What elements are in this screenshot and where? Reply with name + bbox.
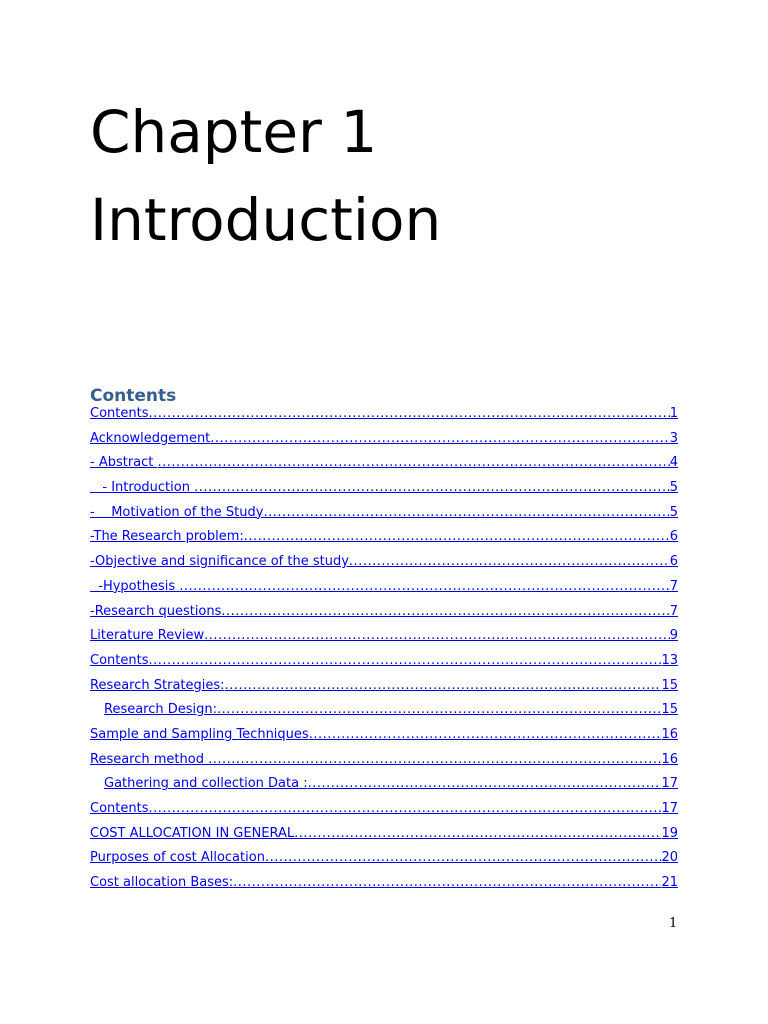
toc-entry-page-number: 19 bbox=[661, 825, 678, 841]
toc-entry-label: - Introduction bbox=[90, 480, 195, 496]
toc-entry-label: Contents bbox=[90, 652, 149, 668]
toc-entry-page-number: 16 bbox=[661, 726, 678, 742]
toc-entry-label: Literature Review bbox=[90, 628, 205, 644]
toc-entry-page-number: 5 bbox=[669, 480, 678, 496]
toc-entry-link[interactable] bbox=[90, 480, 678, 505]
toc-dot-leader bbox=[217, 702, 661, 717]
toc-entry-label: Purposes of cost Allocation bbox=[90, 850, 265, 866]
toc-entry-label: Acknowledgement bbox=[90, 430, 211, 446]
toc-dot-leader bbox=[309, 727, 662, 742]
table-of-contents bbox=[90, 406, 678, 900]
toc-dot-leader bbox=[148, 406, 669, 421]
toc-dot-leader bbox=[204, 628, 670, 643]
toc-entry-page-number: 6 bbox=[669, 529, 678, 545]
toc-dot-leader bbox=[194, 480, 670, 495]
toc-entry-page-number: 15 bbox=[661, 702, 678, 718]
toc-entry-link[interactable] bbox=[90, 653, 678, 678]
toc-entry-link[interactable] bbox=[90, 875, 678, 900]
toc-dot-leader bbox=[210, 431, 669, 446]
toc-entry-link[interactable] bbox=[90, 678, 678, 703]
toc-dot-leader bbox=[221, 604, 669, 619]
toc-dot-leader bbox=[233, 875, 661, 890]
toc-dot-leader bbox=[148, 653, 661, 668]
page-number: 1 bbox=[669, 916, 678, 931]
toc-entry-page-number: 9 bbox=[669, 628, 678, 644]
toc-dot-leader bbox=[158, 455, 670, 470]
toc-dot-leader bbox=[263, 505, 669, 520]
toc-dot-leader bbox=[208, 752, 661, 767]
toc-entry-label: -Research questions bbox=[90, 603, 222, 619]
toc-entry-link[interactable] bbox=[90, 801, 678, 826]
toc-entry-link[interactable] bbox=[90, 604, 678, 629]
toc-entry-label: - Abstract bbox=[90, 455, 158, 471]
toc-entry-page-number: 13 bbox=[661, 652, 678, 668]
toc-entry-label: Cost allocation Bases: bbox=[90, 875, 234, 891]
toc-entry-link[interactable] bbox=[90, 554, 678, 579]
toc-dot-leader bbox=[179, 579, 669, 594]
toc-entry-label: -Hypothesis bbox=[90, 578, 180, 594]
chapter-number-line: Chapter 1 bbox=[90, 98, 378, 166]
toc-entry-page-number: 1 bbox=[669, 406, 678, 421]
toc-entry-page-number: 15 bbox=[661, 677, 678, 693]
toc-entry-label: Research Strategies: bbox=[90, 677, 225, 693]
toc-entry-page-number: 7 bbox=[669, 603, 678, 619]
toc-entry-label: Research method bbox=[90, 751, 209, 767]
toc-entry-label: - Motivation of the Study bbox=[90, 504, 264, 520]
toc-entry-link[interactable] bbox=[90, 826, 678, 851]
chapter-name-line: Introduction bbox=[90, 186, 442, 254]
toc-entry-label: Research Design: bbox=[104, 702, 218, 718]
toc-entry-link[interactable] bbox=[90, 727, 678, 752]
toc-entry-link[interactable] bbox=[90, 505, 678, 530]
toc-entry-page-number: 21 bbox=[661, 875, 678, 891]
toc-heading: Contents bbox=[90, 386, 177, 406]
toc-entry-link[interactable] bbox=[90, 850, 678, 875]
toc-entry-page-number: 16 bbox=[661, 751, 678, 767]
toc-entry-link[interactable] bbox=[90, 431, 678, 456]
toc-entry-label: COST ALLOCATION IN GENERAL bbox=[90, 825, 295, 841]
toc-dot-leader bbox=[294, 826, 661, 841]
toc-entry-page-number: 5 bbox=[669, 504, 678, 520]
toc-entry-page-number: 17 bbox=[661, 776, 678, 792]
toc-entry-link[interactable] bbox=[90, 579, 678, 604]
toc-entry-label: -The Research problem: bbox=[90, 529, 244, 545]
toc-entry-page-number: 6 bbox=[669, 554, 678, 570]
toc-entry-link[interactable] bbox=[90, 529, 678, 554]
toc-dot-leader bbox=[265, 850, 662, 865]
toc-entry-page-number: 3 bbox=[669, 430, 678, 446]
toc-dot-leader bbox=[244, 529, 670, 544]
toc-entry-page-number: 17 bbox=[661, 801, 678, 816]
toc-entry-link[interactable] bbox=[90, 455, 678, 480]
toc-entry-label: Contents bbox=[90, 801, 149, 816]
toc-entry-label: -Objective and significance of the study bbox=[90, 554, 349, 570]
toc-entry-link[interactable] bbox=[90, 752, 678, 777]
chapter-title bbox=[90, 88, 441, 264]
toc-entry-label: Sample and Sampling Techniques bbox=[90, 726, 309, 742]
toc-entry-page-number: 20 bbox=[661, 850, 678, 866]
toc-entry-link[interactable] bbox=[90, 776, 678, 801]
toc-entry-page-number: 7 bbox=[669, 578, 678, 594]
toc-entry-link[interactable] bbox=[90, 702, 678, 727]
toc-entry-label: Gathering and collection Data : bbox=[104, 776, 308, 792]
toc-entry-link[interactable] bbox=[90, 406, 678, 431]
toc-dot-leader bbox=[225, 678, 662, 693]
toc-dot-leader bbox=[148, 801, 661, 816]
toc-dot-leader bbox=[308, 776, 662, 791]
toc-entry-page-number: 4 bbox=[669, 455, 678, 471]
toc-entry-label: Contents bbox=[90, 406, 149, 421]
toc-entry-link[interactable] bbox=[90, 628, 678, 653]
toc-dot-leader bbox=[349, 554, 670, 569]
